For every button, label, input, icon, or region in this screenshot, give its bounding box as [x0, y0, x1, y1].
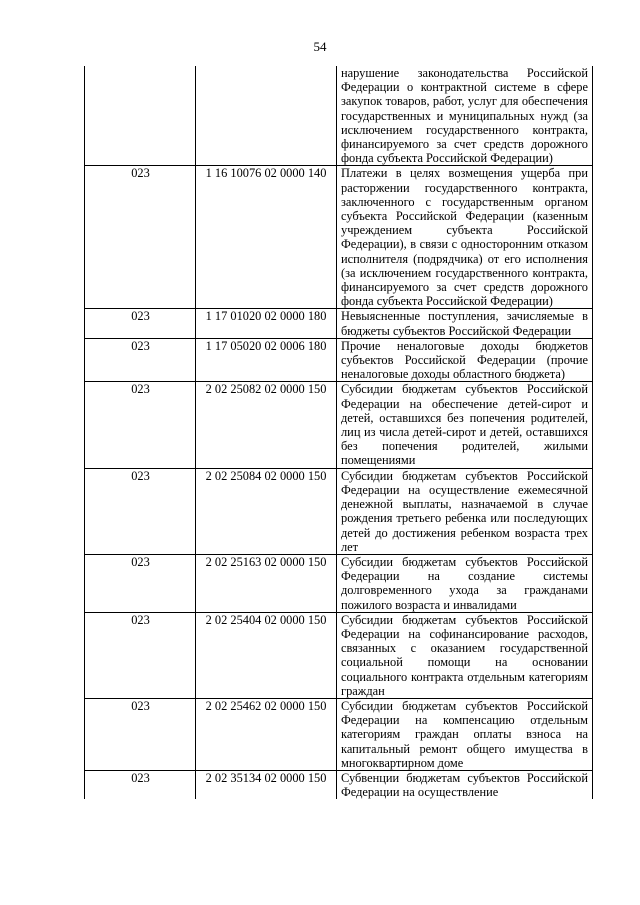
income-name-cell: Субсидии бюджетам субъектов Российской Федерации на компенсацию отдельным категориям граждан оплаты взноса на капитальный ремонт общего имущества в многоквартирном доме: [337, 698, 593, 770]
budget-code-cell: 1 17 05020 02 0006 180: [196, 338, 337, 382]
income-name-cell: Прочие неналоговые доходы бюджетов субъектов Российской Федерации (прочие неналоговые доходы областного бюджета): [337, 338, 593, 382]
admin-code-cell: 023: [85, 382, 196, 468]
admin-code-cell: 023: [85, 309, 196, 338]
income-name-cell: Субсидии бюджетам субъектов Российской Федерации на создание системы долговременного ухода за гражданами пожилого возраста и инвалидами: [337, 554, 593, 612]
admin-code-cell: 023: [85, 770, 196, 799]
income-name-cell: Платежи в целях возмещения ущерба при расторжении государственного контракта, заключенного с государственным органом субъекта Российской Федерации (казенным учреждением субъекта Российской Федерации), в связи с односторонним отказом исполнителя (подрядчика) от его исполнения (за исключением государственного контракта, финансируемого за счет средств дорожного фонда субъекта Российской Федерации): [337, 166, 593, 309]
budget-code-cell: 2 02 25082 02 0000 150: [196, 382, 337, 468]
table-row: [85, 468, 593, 554]
income-name-cell: Субсидии бюджетам субъектов Российской Федерации на софинансирование расходов, связанных с оказанием государственной социальной помощи на основании социального контракта отдельным категориям граждан: [337, 612, 593, 698]
table-row: [85, 166, 593, 309]
admin-code-cell: 023: [85, 612, 196, 698]
table-row: [85, 612, 593, 698]
admin-code-cell: 023: [85, 468, 196, 554]
table-row: [85, 554, 593, 612]
budget-code-cell: 2 02 25163 02 0000 150: [196, 554, 337, 612]
budget-code-cell: 1 16 10076 02 0000 140: [196, 166, 337, 309]
admin-code-cell: 023: [85, 338, 196, 382]
table-row: [85, 338, 593, 382]
budget-code-cell: 2 02 25404 02 0000 150: [196, 612, 337, 698]
budget-code-cell: 2 02 35134 02 0000 150: [196, 770, 337, 799]
budget-code-cell: 1 17 01020 02 0000 180: [196, 309, 337, 338]
revenue-codes-table: [84, 66, 593, 799]
income-name-cell: Невыясненные поступления, зачисляемые в бюджеты субъектов Российской Федерации: [337, 309, 593, 338]
income-name-cell: нарушение законодательства Российской Федерации о контрактной системе в сфере закупок товаров, работ, услуг для обеспечения государственных и муниципальных нужд (за исключением государственного контракта, финансируемого за счет средств дорожного фонда субъекта Российской Федерации): [337, 66, 593, 166]
income-name-cell: Субвенции бюджетам субъектов Российской Федерации на осуществление: [337, 770, 593, 799]
admin-code-cell: 023: [85, 166, 196, 309]
budget-code-cell: 2 02 25462 02 0000 150: [196, 698, 337, 770]
admin-code-cell: [85, 66, 196, 166]
table-row: [85, 698, 593, 770]
table-row: [85, 66, 593, 166]
admin-code-cell: 023: [85, 698, 196, 770]
admin-code-cell: 023: [85, 554, 196, 612]
budget-code-cell: [196, 66, 337, 166]
table-row: [85, 309, 593, 338]
table-row: [85, 382, 593, 468]
budget-code-cell: 2 02 25084 02 0000 150: [196, 468, 337, 554]
table-row: [85, 770, 593, 799]
page-number: 54: [313, 39, 327, 54]
income-name-cell: Субсидии бюджетам субъектов Российской Федерации на обеспечение детей-сирот и детей, оставшихся без попечения родителей, лиц из числа детей-сирот и детей, оставшихся без попечения родителей, жилыми помещениями: [337, 382, 593, 468]
income-name-cell: Субсидии бюджетам субъектов Российской Федерации на осуществление ежемесячной денежной выплаты, назначаемой в случае рождения третьего ребенка или последующих детей до достижения ребенком возраста трех лет: [337, 468, 593, 554]
